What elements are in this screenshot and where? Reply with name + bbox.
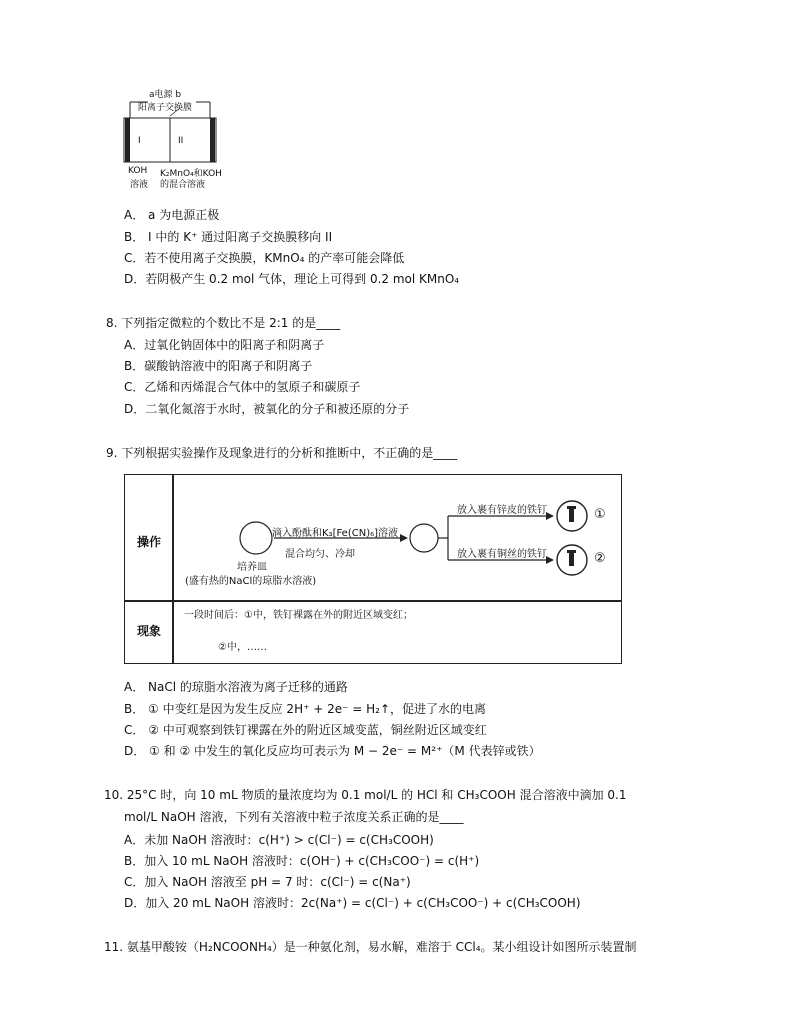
q8-stem: 8. 下列指定微粒的个数比不是 2:1 的是____ <box>106 316 341 330</box>
q10-stem-line-2: mol/L NaOH 溶液，下列有关溶液中粒子浓度关系正确的是____ <box>124 810 464 824</box>
left-solution-label-2: 溶液 <box>130 180 149 190</box>
q10-option-b: B．加入 10 mL NaOH 溶液时：c(OH⁻) + c(CH₃COO⁻) = c(H⁺) <box>124 854 480 868</box>
q8-option-c: C．乙烯和丙烯混合气体中的氢原子和碳原子 <box>124 380 361 394</box>
q9-option-a: A． NaCl 的琼脂水溶液为离子迁移的通路 <box>124 680 348 694</box>
cell-2-label: II <box>178 136 184 146</box>
right-solution-label-2: 的混合溶液 <box>160 180 206 190</box>
table-column-divider <box>172 474 174 664</box>
q7-option-d: D．若阴极产生 0.2 mol 气体，理论上可得到 0.2 mol KMnO₄ <box>124 272 460 286</box>
q10-option-d: D．加入 20 mL NaOH 溶液时：2c(Na⁺) = c(Cl⁻) + c(CH₃COO⁻) + c(CH₃COOH) <box>124 896 581 910</box>
phenomenon-2: ②中，…… <box>218 642 267 653</box>
q7-option-c: C．若不使用离子交换膜，KMnO₄ 的产率可能会降低 <box>124 251 405 265</box>
q9-stem: 9. 下列根据实验操作及现象进行的分析和推断中，不正确的是____ <box>106 446 458 460</box>
q7-option-b: B． I 中的 K⁺ 通过阳离子交换膜移向 II <box>124 230 333 244</box>
dish-label: 培养皿 <box>237 562 267 573</box>
membrane-label: 阳离子交换膜 <box>138 103 193 113</box>
q8-option-b: B．碳酸钠溶液中的阳离子和阴离子 <box>124 359 313 373</box>
q9-option-c: C． ② 中可观察到铁钉裸露在外的附近区域变蓝，铜丝附近区域变红 <box>124 723 487 737</box>
branch-copper-label: 放入裹有铜丝的铁钉 <box>457 549 547 560</box>
q10-option-c: C．加入 NaOH 溶液至 pH = 7 时：c(Cl⁻) = c(Na⁺) <box>124 875 411 889</box>
power-label: a电源 b <box>149 90 182 100</box>
table-row-divider <box>124 600 622 602</box>
left-solution-label-1: KOH <box>128 166 148 176</box>
arrow-label-bottom: 混合均匀、冷却 <box>285 549 355 560</box>
q9-option-d: D． ① 和 ② 中发生的氧化反应均可表示为 M − 2e⁻ = M²⁺（M 代表锌或铁） <box>124 744 541 758</box>
q11-stem: 11. 氨基甲酸铵（H₂NCOONH₄）是一种氨化剂，易水解，难溶于 CCl₄。某小组设计如图所示装置制 <box>104 940 637 954</box>
cell-1-label: I <box>138 136 141 146</box>
q8-option-d: D．二氧化氮溶于水时，被氧化的分子和被还原的分子 <box>124 402 410 416</box>
q7-option-a: A． a 为电源正极 <box>124 208 220 222</box>
q8-option-a: A．过氧化钠固体中的阳离子和阴离子 <box>124 338 325 352</box>
right-solution-label-1: K₂MnO₄和KOH <box>160 169 222 179</box>
mark-2: ② <box>594 551 606 566</box>
phenomenon-label: 现象 <box>137 624 162 638</box>
q10-option-a: A．未加 NaOH 溶液时：c(H⁺) > c(Cl⁻) = c(CH₃COOH) <box>124 833 434 847</box>
phenomenon-1: 一段时间后：①中，铁钉裸露在外的附近区域变红； <box>184 610 413 621</box>
q9-option-b: B． ① 中变红是因为发生反应 2H⁺ + 2e⁻ = H₂↑，促进了水的电离 <box>124 702 487 716</box>
mark-1: ① <box>594 507 606 522</box>
operation-label: 操作 <box>137 535 162 549</box>
arrow-label-top: 滴入酚酞和K₃[Fe(CN)₆]溶液 <box>272 528 399 539</box>
dish-description: (盛有热的NaCl的琼脂水溶液) <box>185 576 317 587</box>
branch-zinc-label: 放入裹有锌皮的铁钉 <box>457 505 547 516</box>
q10-stem-line-1: 10. 25°C 时，向 10 mL 物质的量浓度均为 0.1 mol/L 的 HCl 和 CH₃COOH 混合溶液中滴加 0.1 <box>104 788 627 802</box>
